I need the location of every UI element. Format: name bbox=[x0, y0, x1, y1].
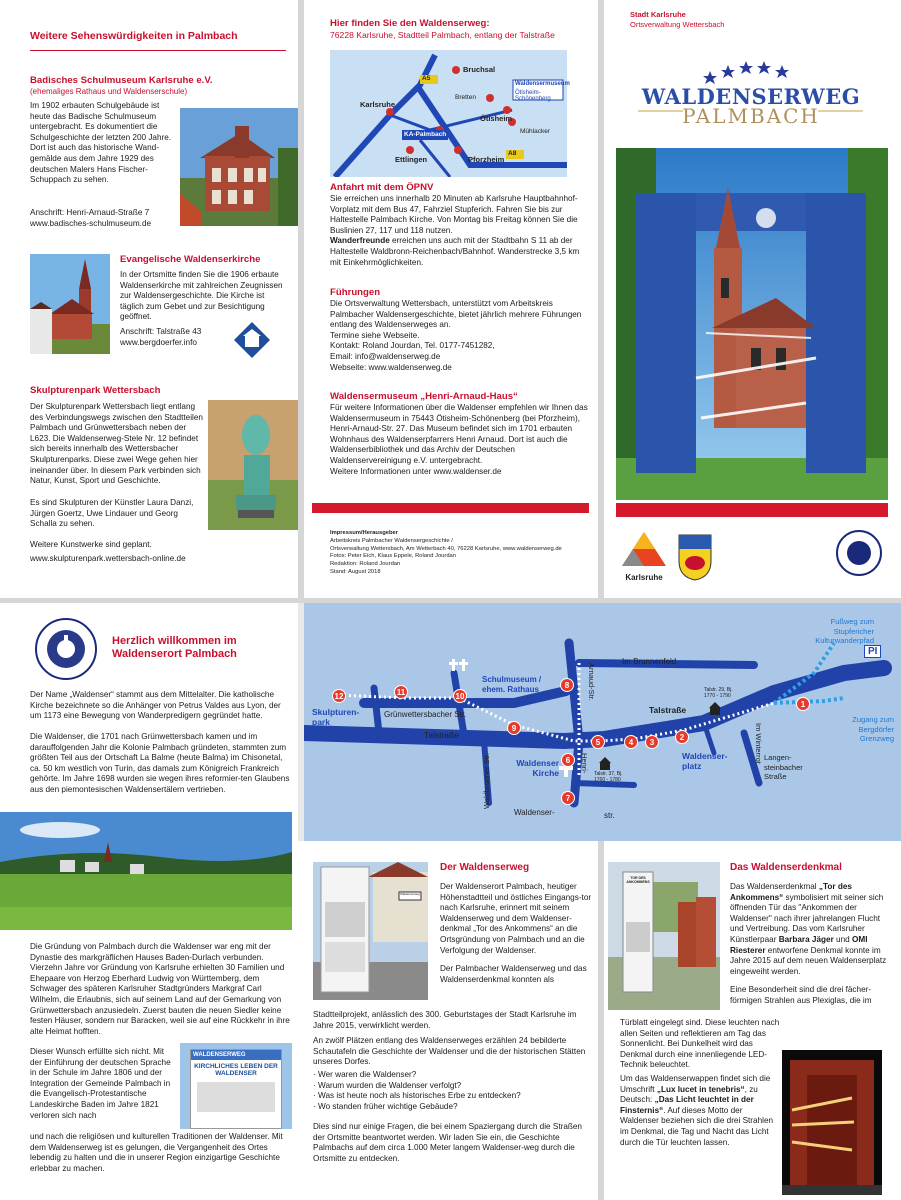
waldenserweg-text1: Der Waldenserort Palmbach, heutiger Höhenstadtteil und östliches Eingangs-tor nach Karlsruhe, erinnert mit seinem Waldenserweg und dem Waldenser-denkmal „Tor des Ankommens“ an die Ortsgründung von Palmbach und an die Verfolgung der Waldenser. bbox=[440, 882, 592, 955]
street-label: str. bbox=[604, 811, 615, 820]
fussweg-line: Stupfericher bbox=[833, 626, 874, 636]
question-item: · Warum wurden die Waldenser verfolgt? bbox=[313, 1081, 593, 1092]
denkmal-text2a: Eine Besonderheit sind die drei fächer-förmigen Strahlen aus Plexiglas, die im bbox=[730, 985, 872, 1005]
waldenserweg-text4: Dies sind nur einige Fragen, die bei einem Spaziergang durch die Straßen der Ortsmitte beantwortet werden. Wir laden Sie ein, die Geschichte Palmbachs auf dem circa 1.000 Meter langem Waldenser-weg durch die Ortsmitte zu entdecken. bbox=[313, 1122, 582, 1163]
fold-divider bbox=[598, 0, 604, 598]
denkmal-section bbox=[730, 862, 890, 1007]
kirche-map-label bbox=[509, 758, 559, 778]
red-bar bbox=[616, 503, 888, 517]
location-section bbox=[330, 18, 590, 40]
street-label: Im Brunnenfeld bbox=[622, 657, 677, 666]
schulmuseum-title: Badisches Schulmuseum Karlsruhe e.V. bbox=[30, 75, 213, 86]
map-label: Ötisheim bbox=[480, 114, 513, 123]
question-item: · Wer waren die Waldenser? bbox=[313, 1070, 593, 1081]
museum-title: Waldensermuseum „Henri-Arnaud-Haus“ bbox=[330, 391, 518, 402]
street-label: Waldenser- bbox=[514, 808, 555, 817]
red-bar bbox=[312, 503, 589, 513]
map-marker-5[interactable]: 5 bbox=[591, 735, 605, 749]
denkmal-bold: „Das Licht leuchtet in der Finsternis“ bbox=[620, 1095, 754, 1115]
map-marker-4[interactable]: 4 bbox=[624, 735, 638, 749]
fuehrungen-text: Die Ortsverwaltung Wettersbach, unterstützt vom Arbeitskreis Palmbacher Waldensergeschichte, bietet jährlich mehrere Führungen entlang des Waldenserweges an. bbox=[330, 299, 582, 330]
map-label: Ötisheim-Schönenberg bbox=[515, 90, 551, 102]
location-heading: Hier finden Sie den Waldenserweg: bbox=[330, 18, 490, 29]
langensteinbacher-label bbox=[764, 753, 803, 782]
welcome-para2: Die Waldenser, die 1701 nach Grünwettersbach kamen und im darauffolgenden Jahr die Kolonie Palmbach gründeten, stammten zum größten Teil aus der Ortschaft La Balme (heute Balma) im Chisonetal, ca. 50 km westlich von Turin, das damals zum Königreich Frankreich gehörte. Im Jahre 1698 wurden sie wegen ihres reformier-ten Glaubens aus den piemontesischen Waldensertälern vertrieben. bbox=[30, 732, 290, 794]
map-label-line: Waldenser bbox=[516, 758, 559, 768]
waldenserweg-text2b: Stadtteilprojekt, anlässlich des 300. Geburtstages der Stadt Karlsruhe im Jahre 2015, verwirklicht werden. bbox=[313, 1010, 577, 1030]
schulmuseum-photo bbox=[180, 108, 298, 226]
denkmal-text: und bbox=[833, 934, 852, 944]
map-marker-1[interactable]: 1 bbox=[796, 697, 810, 711]
pi-badge: PI bbox=[864, 645, 881, 658]
impressum-line: Stand: August 2018 bbox=[330, 568, 381, 575]
impressum-line: Redaktion: Roland Jourdan bbox=[330, 561, 401, 568]
map-label-line: Skulpturen- bbox=[312, 707, 360, 717]
palmbach-panorama-photo bbox=[0, 812, 292, 930]
fuehrungen-line: Email: info@waldenserweg.de bbox=[330, 351, 441, 361]
skulptur-text3: Weitere Kunstwerke sind geplant. bbox=[30, 540, 152, 549]
street-label: Im Winterrot bbox=[754, 723, 763, 764]
map-label-line: platz bbox=[682, 761, 702, 771]
kirche-address: Anschrift: Talstraße 43 bbox=[120, 326, 202, 336]
info-sign-photo bbox=[180, 1043, 292, 1129]
street-label: Talstraße bbox=[649, 705, 687, 715]
waldenserweg-title: Der Waldenserweg bbox=[440, 862, 530, 873]
denkmal-text: entworfene Denkmal konnte im Jahre 2015 auf dem neuen Waldenserplatz eingeweiht werden. bbox=[730, 945, 887, 976]
fuehrungen-section bbox=[330, 287, 592, 373]
denkmal-night-photo bbox=[782, 1050, 882, 1195]
museum-text: Für weitere Informationen über die Waldenser empfehlen wir Ihnen das Waldensermuseum in 75443 Ötisheim-Schönenberg (bei Pforzheim), Henri-Arnaud-Str. 27. Das Museum befindet sich im 1701 erbauten Wohnhaus des Waldenserpfarrers Henri Arnaud. Dort ist auch die Waldenserbibliothek und das Archiv der Deutschen Waldenservereinigung e.V. untergebracht. bbox=[330, 403, 588, 465]
schulmuseum-map-label bbox=[482, 675, 541, 695]
waldenserweg-photo bbox=[313, 862, 428, 1000]
denkmal-photo bbox=[608, 862, 720, 1010]
house-label: Talstr. 29, Bj. 1770 - 1790 bbox=[704, 687, 733, 699]
map-marker-11[interactable]: 11 bbox=[394, 685, 408, 699]
kirche-web: www.bergdoerfer.info bbox=[120, 337, 197, 347]
waldenserweg-text3: An zwölf Plätzen entlang des Waldenserweges erzählen 24 bebilderte Schautafeln die Geschichte der Waldenser und die der historischen Stätten unseres Dorfes. bbox=[313, 1036, 586, 1067]
wander-bold: Wanderfreunde bbox=[330, 236, 390, 246]
fussweg-label bbox=[794, 617, 874, 646]
map-label-line: Schulmuseum / bbox=[482, 675, 542, 684]
map-label-line: Grenzweg bbox=[859, 734, 894, 743]
waldenserweg-map bbox=[304, 603, 901, 841]
skulptur-text2: Es sind Skulpturen der Künstler Laura Danzi, Jürgen Goertz, Uwe Lindauer und Georg Schalla zu sehen. bbox=[30, 498, 194, 529]
map-a5-label: A5 bbox=[422, 75, 431, 82]
denkmal-bold: „Tor des Ankommens“ bbox=[730, 882, 852, 902]
denkmal-text: Das Waldenserdenkmal bbox=[730, 882, 819, 891]
plaque-title: TOR DES ANKOMMENS bbox=[626, 876, 650, 884]
oepnv-title: Anfahrt mit dem ÖPNV bbox=[330, 182, 434, 193]
skulptur-web: www.skulpturenpark.wettersbach-online.de bbox=[30, 554, 186, 563]
skulptur-section bbox=[30, 385, 290, 397]
fussweg-line: Fußweg zum bbox=[830, 617, 874, 626]
schulmuseum-text: Im 1902 erbauten Schulgebäude ist heute das Badische Schulmuseum untergebracht. Es dokumentiert die Schulgeschichte der letzten 200 Jahre. Dort ist auch das historische Wand-gemälde aus dem Jahre 1929 des deutschen Malers Hans Fischer-Schuppach zu sehen. bbox=[30, 101, 172, 185]
map-marker-12[interactable]: 12 bbox=[332, 689, 346, 703]
map-label: KA-Palmbach bbox=[404, 131, 447, 138]
denkmal-bold: OMI Riesterer bbox=[730, 934, 868, 955]
welcome-para3: Die Gründung von Palmbach durch die Waldenser war eng mit der Dynastie des markgräflichen Hauses Baden-Durlach verbunden. Vierzehn Jahre vor Gründung von Karlsruhe erhielten 30 Familien und Ehepaare von Herzog Eberhard Ludwig von Württemberg, dem Schwager des späteren Karlsruher Stadtgründers Markgraf Carl Wilhelm, die Erlaubnis, sich auf seinem Land auf der Gemarkung von Grünwettersbach anzusiedeln. Zuerst bauten die neuen Siedler keine festen Häuser, sondern nur Baracken, weil sie auf eine Rückkehr in ihre alte Heimat hofften. bbox=[30, 942, 290, 1036]
welcome-para1: Der Name „Waldenser“ stammt aus dem Mittelalter. Die katholische Kirche bezeichnete so die Anhänger von Petrus Valdes aus Lyon, der um 1173 eine Bewegung von Wanderpredigern gegründet hatte. bbox=[30, 690, 281, 721]
sign-heading: KIRCHLICHES LEBEN DER WALDENSER bbox=[194, 1063, 278, 1077]
info-sign bbox=[190, 1049, 282, 1129]
denkmal-text2b: Türblatt eingelegt sind. Diese leuchten nach allen Seiten und reflektieren am Tag das Sonnenlicht. Bei Dunkelheit wird das Denkmal durch eine innenliegende LED-Technik beleuchtet. bbox=[620, 1018, 780, 1070]
map-label-line: Zugang zum bbox=[852, 715, 894, 724]
map-marker-7[interactable]: 7 bbox=[561, 791, 575, 805]
schulmuseum-section bbox=[30, 75, 290, 97]
cover-org bbox=[630, 10, 890, 30]
location-address: 76228 Karlsruhe, Stadtteil Palmbach, entlang der Talstraße bbox=[330, 30, 555, 40]
skulptur-title: Skulpturenpark Wettersbach bbox=[30, 385, 161, 396]
map-label-line: Bergdörfer bbox=[858, 724, 894, 734]
street-label: Waldbronner Str. bbox=[482, 753, 491, 809]
welcome-title-line2: Waldenserort Palmbach bbox=[112, 648, 237, 660]
map-label: Bruchsal bbox=[463, 65, 496, 74]
denkmal-title: Das Waldenserdenkmal bbox=[730, 862, 842, 873]
map-label-line: Straße bbox=[764, 772, 787, 781]
waldenserweg-text2a: Der Palmbacher Waldenserweg und das Waldenserdenkmal konnten als bbox=[440, 964, 587, 984]
fuehrungen-line: Termine siehe Webseite. bbox=[330, 330, 420, 340]
map-label-line: steinbacher bbox=[764, 762, 803, 772]
map-label-line: Waldenser- bbox=[682, 751, 728, 761]
map-marker-6[interactable]: 6 bbox=[561, 753, 575, 767]
map-label-line: park bbox=[312, 717, 330, 727]
welcome-title-line1: Herzlich willkommen im bbox=[112, 635, 237, 647]
map-marker-3[interactable]: 3 bbox=[645, 735, 659, 749]
denkmal-text: . Auf dieses Motto der Waldenser beziehen sich die drei Strahlen im Denkmal, die Tag und Nacht das Licht durch die Tür leuchten lassen. bbox=[620, 1105, 774, 1147]
map-label: Bretten bbox=[455, 94, 476, 101]
heading-rule bbox=[30, 50, 286, 51]
denkmal-bold: Barbara Jäger bbox=[778, 934, 834, 944]
waldenser-crest-icon bbox=[35, 618, 97, 680]
map-marker-9[interactable]: 9 bbox=[507, 721, 521, 735]
museum-section bbox=[330, 391, 592, 477]
denkmal-text: symbolisiert mit seiner sich öffnenden Tür das "Ankommen der Waldenser" nach ihrer jahrelangen Flucht und Vertreibung. Das vom Karlsruher Künstlerpaar bbox=[730, 892, 884, 944]
waldenserweg-section bbox=[440, 862, 592, 985]
karlsruhe-label: Karlsruhe bbox=[625, 573, 663, 582]
denkmal-text: Um das Waldenserwappen findet sich die Umschrift bbox=[620, 1074, 771, 1094]
oepnv-text: Sie erreichen uns innerhalb 20 Minuten ab Karlsruhe Hauptbahnhof-Vorplatz mit dem Bus 47, Fahrziel Stupferich. Fahren Sie bis zur Haltestelle Palmbach Kirche. Von Montag bis Freitag können Sie die Buslinien 27, 117 und 118 nutzen. bbox=[330, 194, 578, 235]
coat-of-arms-icon bbox=[677, 533, 713, 581]
church-emblem-icon bbox=[232, 320, 272, 360]
map-label: Waldensermuseum bbox=[515, 81, 570, 87]
skulptur-photo bbox=[208, 400, 298, 530]
fuehrungen-title: Führungen bbox=[330, 287, 381, 298]
map-marker-2[interactable]: 2 bbox=[675, 730, 689, 744]
street-label: Grünwettersbacher Str. bbox=[384, 710, 467, 719]
fold-divider bbox=[598, 841, 604, 1200]
welcome-para4b: und nach die religiösen und kulturellen Traditionen der Waldenser. Mit dem Waldenserweg ist es gelungen, die Vergangenheit des Ortes lebendig zu halten und die in unserer Region einzigartige Geschichte erlebbar zu machen. bbox=[30, 1132, 283, 1173]
map-label-line: ehem. Rathaus bbox=[482, 685, 539, 694]
waldenserweg-logo bbox=[618, 53, 884, 137]
karlsruhe-logo bbox=[620, 530, 668, 585]
kirche-photo bbox=[30, 254, 110, 354]
map-marker-8[interactable]: 8 bbox=[560, 678, 574, 692]
street-sign: Waldenserweg bbox=[400, 892, 420, 896]
oepnv-section bbox=[330, 182, 592, 268]
denkmal-bold: „Lux lucet in tenebris“ bbox=[656, 1084, 745, 1094]
cover-photo bbox=[616, 148, 888, 500]
kirche-text: In der Ortsmitte finden Sie die 1906 erbaute Waldenserkirche mit zahlreichen Zeugnissen zur Waldensergeschichte. Die Kirche ist täglich zum Gebet und zur Besichtigung geöffnet. bbox=[120, 270, 283, 322]
sign-title: WALDENSERWEG bbox=[191, 1050, 281, 1060]
house-label: Talstr. 37, Bj. 1760 - 1780 bbox=[594, 771, 623, 783]
map-label: Pforzheim bbox=[468, 155, 505, 164]
museum-web: Weitere Informationen unter www.waldenser.de bbox=[330, 466, 502, 476]
skulptur-text1: Der Skulpturenpark Wettersbach liegt entlang des Verbindungswegs zwischen den Stadtteilen Palmbach und Grünwettersbach neben der L623. Die Waldenserweg-Stele Nr. 12 befindet sich bereits innerhalb des Wettersbacher Skulpturenparks. Diese zwei Wege gehen hier ineinander über. In diesem Park verbinden sich Natur, Kunst, Sport und Geschichte. bbox=[30, 402, 203, 486]
map-marker-10[interactable]: 10 bbox=[453, 689, 467, 703]
map-label: Karlsruhe bbox=[360, 100, 396, 109]
fussweg-line: Kulturwanderpfad bbox=[815, 636, 874, 645]
street-label: Arnaud-Str. bbox=[587, 663, 596, 701]
impressum bbox=[330, 530, 592, 577]
org-subname: Ortsverwaltung Wettersbach bbox=[630, 20, 725, 29]
schulmuseum-subtitle: (ehemaliges Rathaus und Waldenserschule) bbox=[30, 87, 188, 96]
question-list bbox=[313, 1070, 593, 1112]
skulpturenpark-map-label bbox=[312, 707, 359, 727]
wander-text: erreichen uns auch mit der Stadtbahn S 11 ab der Haltestelle Waldbronn-Reichenbach/Bahnhof. Wanderstrecke 3,5 km mit Einkehrmöglichkeiten. bbox=[330, 236, 580, 267]
waldenser-crest-icon bbox=[836, 530, 882, 576]
panel-heading: Weitere Sehenswürdigkeiten in Palmbach bbox=[30, 30, 238, 42]
map-a8-label: A8 bbox=[508, 150, 517, 157]
impressum-line: Fotos: Peter Eich, Klaus Eppele, Roland Jourdan bbox=[330, 553, 456, 560]
logo-subtitle: PALMBACH bbox=[682, 104, 820, 128]
logo-title: WALDENSERWEG bbox=[641, 84, 861, 109]
org-name: Stadt Karlsruhe bbox=[630, 10, 686, 19]
street-label: Henri- bbox=[580, 753, 589, 774]
schulmuseum-web: www.badisches-schulmuseum.de bbox=[30, 219, 152, 228]
map-label-line: Langen- bbox=[764, 753, 792, 762]
schulmuseum-address: Anschrift: Henri-Arnaud-Straße 7 bbox=[30, 208, 150, 217]
welcome-para4a: Dieser Wunsch erfüllte sich nicht. Mit der Einführung der deutschen Sprache in der Schule im Jahre 1806 und der Integration der Gemeinde Palmbach in die Evangelisch-Protestantische Landeskirche Baden im Jahre 1821 verloren sich nach bbox=[30, 1047, 171, 1120]
map-label: Ettlingen bbox=[395, 155, 428, 164]
fuehrungen-line: Webseite: www.waldenserweg.de bbox=[330, 362, 452, 372]
waldenserplatz-map-label bbox=[682, 751, 728, 771]
fuehrungen-line: Kontakt: Roland Jourdan, Tel. 0177-7451282, bbox=[330, 341, 495, 351]
kirche-title: Evangelische Waldenserkirche bbox=[120, 254, 261, 265]
street-label: Talstraße bbox=[424, 730, 459, 740]
impressum-title: Impressum/Herausgeber bbox=[330, 530, 398, 536]
denkmal-text: , zu Deutsch: bbox=[620, 1084, 758, 1105]
zugang-label bbox=[819, 715, 894, 744]
question-item: · Wo standen früher wichtige Gebäude? bbox=[313, 1102, 593, 1113]
panel-sights bbox=[30, 30, 286, 51]
welcome-title bbox=[112, 635, 292, 661]
route-map bbox=[330, 50, 570, 177]
impressum-line: Arbeitskreis Palmbacher Waldensergeschichte / bbox=[330, 537, 453, 544]
fold-divider bbox=[298, 0, 304, 598]
question-item: · Was ist heute noch als historisches Erbe zu entdecken? bbox=[313, 1091, 593, 1102]
map-label-line: Kirche bbox=[532, 768, 559, 778]
impressum-line: Ortsverwaltung Wettersbach, Am Wetterbach 40, 76228 Karlsruhe, www.waldenserweg.de bbox=[330, 545, 562, 552]
map-label: Mühlacker bbox=[520, 128, 550, 135]
